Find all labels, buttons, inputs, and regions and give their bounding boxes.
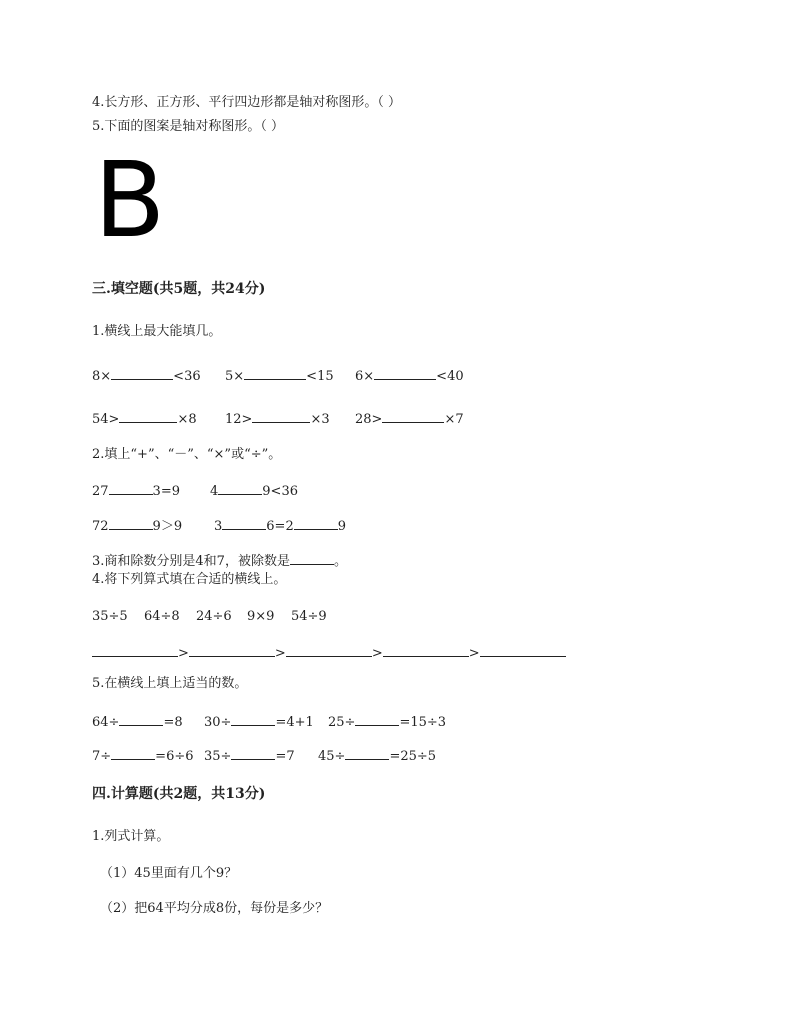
answer-blank[interactable] [382, 410, 444, 423]
letter-b-pattern: B [94, 139, 166, 261]
answer-blank[interactable] [109, 482, 153, 495]
expression: 54÷9 [291, 609, 327, 624]
answer-blank[interactable] [286, 644, 372, 657]
equation-item: 25÷ =15÷3 [328, 715, 447, 730]
operator-item: 3 6=2 9 [214, 519, 346, 534]
answer-blank[interactable] [294, 517, 338, 530]
fill-question-2-prompt: 2.填上“+”、“－”、“×”或“÷”。 [92, 447, 282, 462]
fill-question-3: 3.商和除数分别是4和7，被除数是 。 [92, 554, 347, 569]
answer-blank[interactable] [345, 747, 389, 760]
expression: 9×9 [247, 609, 275, 624]
inequality-item: 8× <36 [92, 369, 201, 384]
section-3-heading: 三.填空题(共5题，共24分) [92, 281, 266, 297]
expression: 24÷6 [196, 609, 232, 624]
calc-question-1-item-1: （1）45里面有几个9？ [100, 866, 238, 881]
calc-question-1-item-2: （2）把64平均分成8份，每份是多少？ [100, 901, 329, 916]
answer-blank[interactable] [222, 517, 266, 530]
operator-item: 27 3=9 [92, 484, 180, 499]
inequality-item: 5× <15 [225, 369, 334, 384]
equation-item: 30÷ =4+1 [204, 715, 314, 730]
answer-blank[interactable] [252, 410, 310, 423]
answer-blank[interactable] [374, 367, 436, 380]
answer-blank[interactable] [290, 552, 334, 565]
answer-blank[interactable] [189, 644, 275, 657]
inequality-item: 6× <40 [355, 369, 464, 384]
answer-blank[interactable] [355, 713, 399, 726]
answer-blank[interactable] [119, 713, 163, 726]
section-4-heading: 四.计算题(共2题，共13分) [92, 786, 266, 802]
answer-blank[interactable] [92, 644, 178, 657]
equation-item: 45÷ =25÷5 [318, 749, 437, 764]
fill-question-4-ordering-blanks [92, 644, 566, 662]
inequality-item: 54> ×8 [92, 412, 197, 427]
inequality-item: 12> ×3 [225, 412, 330, 427]
greater-than-sign: > [274, 646, 286, 661]
operator-item: 4 9<36 [210, 484, 298, 499]
equation-item: 64÷ =8 [92, 715, 183, 730]
equation-item: 35÷ =7 [204, 749, 295, 764]
operator-item: 72 9＞9 [92, 519, 183, 534]
answer-blank[interactable] [109, 517, 153, 530]
answer-blank[interactable] [383, 644, 469, 657]
answer-blank[interactable] [218, 482, 262, 495]
greater-than-sign: > [371, 646, 383, 661]
greater-than-sign: > [178, 646, 189, 661]
answer-blank[interactable] [231, 713, 275, 726]
answer-blank[interactable] [111, 747, 155, 760]
answer-blank[interactable] [480, 644, 566, 657]
answer-blank[interactable] [231, 747, 275, 760]
equation-item: 7÷ =6÷6 [92, 749, 194, 764]
greater-than-sign: > [468, 646, 480, 661]
fill-question-5-prompt: 5.在横线上填上适当的数。 [92, 676, 248, 691]
expression: 64÷8 [144, 609, 180, 624]
answer-blank[interactable] [111, 367, 173, 380]
question-4-true-false: 4.长方形、正方形、平行四边形都是轴对称图形。（ ） [92, 95, 402, 110]
inequality-item: 28> ×7 [355, 412, 464, 427]
fill-question-4-prompt: 4.将下列算式填在合适的横线上。 [92, 572, 287, 587]
question-5-true-false: 5.下面的图案是轴对称图形。（ ） [92, 119, 285, 134]
answer-blank[interactable] [119, 410, 177, 423]
expression: 35÷5 [92, 609, 128, 624]
fill-question-1-prompt: 1.横线上最大能填几。 [92, 324, 222, 339]
answer-blank[interactable] [244, 367, 306, 380]
calc-question-1-prompt: 1.列式计算。 [92, 829, 170, 844]
